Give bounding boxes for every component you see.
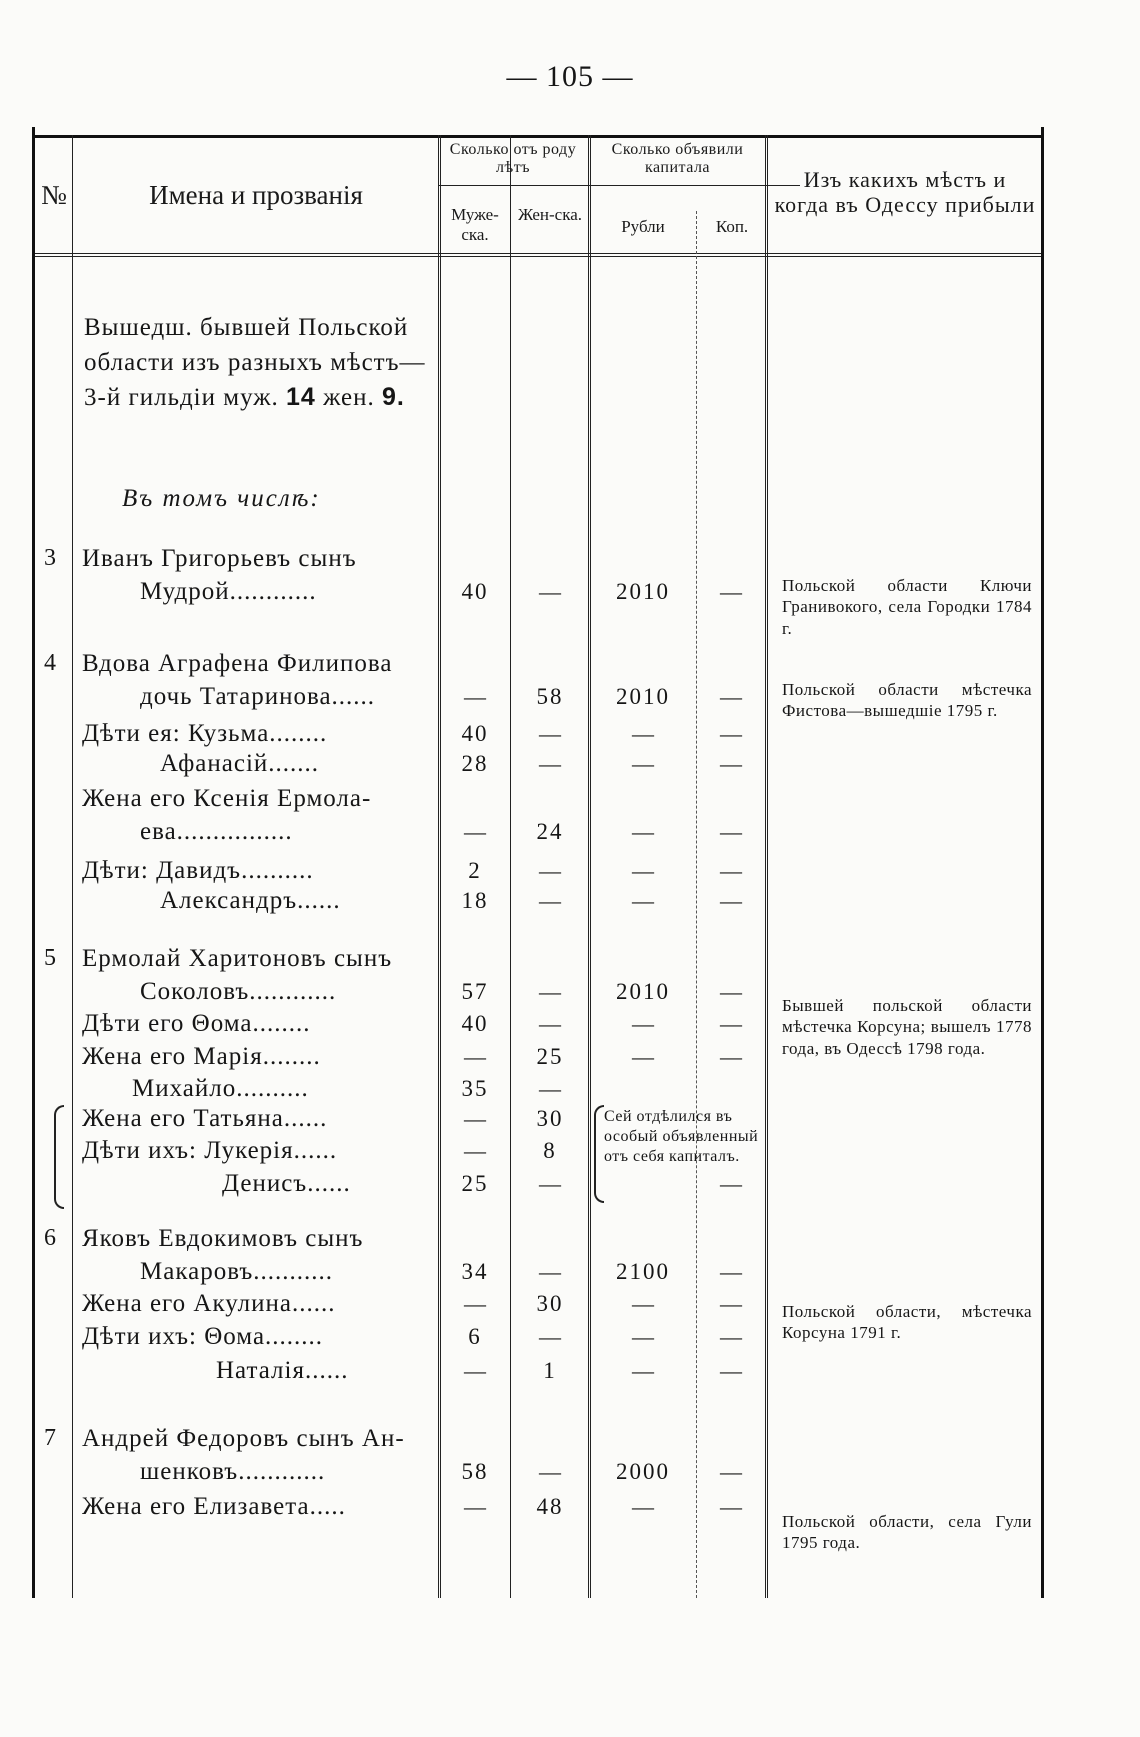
capital-kopecks: — <box>720 888 742 913</box>
intro-description: Вышедш. бывшей Польской области изъ разныхъ мѣстъ—3-й гильдіи муж. <box>84 314 426 411</box>
header-rubles: Рубли <box>621 217 665 236</box>
entry-number: 7 <box>44 1425 56 1451</box>
col-rule-male <box>510 135 511 1598</box>
age-male: 6 <box>468 1324 482 1349</box>
entry-name-line: ева................ <box>140 818 293 845</box>
capital-kopecks: — <box>720 1324 742 1349</box>
age-male: 18 <box>461 888 489 913</box>
age-male: 34 <box>461 1259 489 1284</box>
capital-rubles: — <box>632 888 654 913</box>
capital-rubles: — <box>632 751 654 776</box>
age-female: — <box>539 1011 561 1036</box>
age-female: — <box>539 888 561 913</box>
capital-rubles: — <box>632 1011 654 1036</box>
header-subdivider <box>438 185 800 186</box>
header-age-female: Жен-ска. <box>517 205 582 224</box>
entry-name-line: Дѣти его Θома........ <box>82 1010 311 1037</box>
header-age-group: Сколько отъ роду лѣтъ <box>449 141 577 177</box>
intro-female-count: 9. <box>382 383 405 411</box>
entry-name-line: дочь Татаринова...... <box>140 683 376 710</box>
entry-name-line: Соколовъ............ <box>140 978 337 1005</box>
entry-name-line: Иванъ Григорьевъ сынъ <box>82 545 357 572</box>
capital-rubles: 2010 <box>616 979 670 1004</box>
age-male: 2 <box>468 858 482 883</box>
header-kopecks: Коп. <box>715 217 749 236</box>
origin-entry-7: Польской области, села Гули 1795 года. <box>782 1512 1032 1553</box>
capital-kopecks: — <box>720 1259 742 1284</box>
capital-rubles: 2100 <box>616 1259 670 1284</box>
capital-rubles: 2010 <box>616 579 670 604</box>
col-rule-names <box>438 135 441 1598</box>
age-male: 40 <box>461 721 489 746</box>
col-rule-number <box>72 135 73 1598</box>
entry-name-line: шенковъ............ <box>140 1458 326 1485</box>
intro-text <box>84 311 434 416</box>
age-male: 35 <box>461 1076 489 1101</box>
age-female: — <box>539 1459 561 1484</box>
capital-kopecks: — <box>720 1494 742 1519</box>
capital-kopecks: — <box>720 979 742 1004</box>
entry-name-line: Афанасій....... <box>160 750 320 777</box>
table-top-rule <box>32 135 1044 138</box>
age-female: — <box>539 1171 561 1196</box>
entry-name-line: Дѣти ихъ: Θома........ <box>82 1323 324 1350</box>
header-age-male: Муже-ска. <box>451 205 499 244</box>
table-left-rule <box>32 127 35 1598</box>
entry-name-line: Жена его Марія........ <box>82 1043 321 1070</box>
header-number: № <box>41 180 67 210</box>
register-table <box>32 135 1044 1598</box>
entry-number: 5 <box>44 945 56 971</box>
header-capital-group: Сколько объявили капитала <box>611 141 744 177</box>
entry-name-line: Жена его Акулина...... <box>82 1290 336 1317</box>
entry-number: 4 <box>44 650 56 676</box>
col-rule-rubles <box>696 211 697 1598</box>
entry-name-line: Дѣти ея: Кузьма........ <box>82 720 328 747</box>
age-female: 30 <box>536 1106 564 1131</box>
age-male: — <box>464 1291 486 1316</box>
age-female: 58 <box>536 684 564 709</box>
entry-name-line: Ермолай Харитоновъ сынъ <box>82 945 393 972</box>
capital-rubles: — <box>632 1324 654 1349</box>
origin-entry-6: Польской области, мѣстечка Корсуна 1791 г. <box>782 1302 1032 1343</box>
capital-kopecks: — <box>720 751 742 776</box>
capital-kopecks: — <box>720 819 742 844</box>
age-female: — <box>539 979 561 1004</box>
capital-rubles: — <box>632 1291 654 1316</box>
age-female: — <box>539 1259 561 1284</box>
header-bottom-rule <box>32 253 1044 257</box>
entry-name-line: Жена его Ксенія Ермола- <box>82 785 372 812</box>
header-origin: Изъ какихъ мѣстъ и когда въ Одессу прибыли <box>774 167 1036 218</box>
entry-name-line: Мудрой............ <box>140 578 317 605</box>
entry-name-line: Михайло.......... <box>132 1075 309 1102</box>
age-female: 8 <box>543 1138 557 1163</box>
entry-name-line: Денисъ...... <box>222 1170 351 1197</box>
capital-rubles: — <box>632 1358 654 1383</box>
capital-rubles: 2010 <box>616 684 670 709</box>
capital-kopecks: — <box>720 1044 742 1069</box>
capital-rubles: — <box>632 1044 654 1069</box>
capital-rubles: — <box>632 858 654 883</box>
split-note: Сей отдѣлился въ особый объявленный отъ себя капиталъ. <box>604 1108 759 1165</box>
capital-kopecks: — <box>720 579 742 604</box>
age-female: — <box>539 751 561 776</box>
age-male: — <box>464 1138 486 1163</box>
page-number: — 105 — <box>506 60 634 93</box>
age-male: 40 <box>461 1011 489 1036</box>
age-female: 48 <box>536 1494 564 1519</box>
capital-rubles: 2000 <box>616 1459 670 1484</box>
entry-name-line: Жена его Татьяна...... <box>82 1105 328 1132</box>
entry-name-line: Наталія...... <box>216 1357 349 1384</box>
capital-kopecks: — <box>720 721 742 746</box>
age-male: — <box>464 1044 486 1069</box>
intro-subheading: Въ томъ числѣ: <box>122 485 321 512</box>
age-male: — <box>464 819 486 844</box>
capital-kopecks: — <box>720 858 742 883</box>
capital-rubles: — <box>632 1494 654 1519</box>
left-brace <box>54 1105 64 1209</box>
age-female: 24 <box>536 819 564 844</box>
entry-number: 3 <box>44 545 56 571</box>
age-male: — <box>464 684 486 709</box>
intro-male-count: 14 <box>286 383 316 411</box>
age-male: — <box>464 1106 486 1131</box>
age-male: 58 <box>461 1459 489 1484</box>
entry-name-line: Александръ...... <box>160 887 341 914</box>
age-male: 40 <box>461 579 489 604</box>
table-right-rule <box>1041 127 1044 1598</box>
capital-kopecks: — <box>720 1171 742 1196</box>
age-female: 1 <box>543 1358 557 1383</box>
age-female: — <box>539 579 561 604</box>
note-left-brace <box>594 1105 604 1203</box>
origin-entry-3: Польской области Ключи Гранивокого, села Городки 1784 г. <box>782 576 1032 638</box>
age-female: — <box>539 1076 561 1101</box>
entry-name-line: Вдова Аграфена Филипова <box>82 650 393 677</box>
capital-kopecks: — <box>720 1358 742 1383</box>
age-male: — <box>464 1358 486 1383</box>
intro-female-label: жен. <box>323 384 375 411</box>
age-female: — <box>539 1324 561 1349</box>
entry-name-line: Жена его Елизавета..... <box>82 1493 346 1520</box>
entry-name-line: Дѣти ихъ: Лукерія...... <box>82 1137 338 1164</box>
origin-entry-5: Бывшей польской области мѣстечка Корсуна; вышелъ 1778 года, въ Одессѣ 1798 года. <box>782 996 1032 1058</box>
age-male: 25 <box>461 1171 489 1196</box>
capital-kopecks: — <box>720 1291 742 1316</box>
age-male: 28 <box>461 751 489 776</box>
header-names: Имена и прозванія <box>149 180 363 210</box>
capital-rubles: — <box>632 819 654 844</box>
entry-number: 6 <box>44 1225 56 1251</box>
age-female: — <box>539 721 561 746</box>
entry-name-line: Дѣти: Давидъ.......... <box>82 857 314 884</box>
age-male: 57 <box>461 979 489 1004</box>
age-female: 25 <box>536 1044 564 1069</box>
age-female: — <box>539 858 561 883</box>
entry-name-line: Макаровъ........... <box>140 1258 334 1285</box>
age-female: 30 <box>536 1291 564 1316</box>
entry-name-line: Яковъ Евдокимовъ сынъ <box>82 1225 364 1252</box>
capital-kopecks: — <box>720 684 742 709</box>
origin-entry-4: Польской области мѣстечка Фистова—вышедшіе 1795 г. <box>782 680 1032 721</box>
capital-kopecks: — <box>720 1459 742 1484</box>
col-rule-kopecks <box>765 135 768 1598</box>
entry-name-line: Андрей Федоровъ сынъ Ан- <box>82 1425 405 1452</box>
capital-rubles: — <box>632 721 654 746</box>
age-male: — <box>464 1494 486 1519</box>
capital-kopecks: — <box>720 1011 742 1036</box>
col-rule-female <box>588 135 591 1598</box>
